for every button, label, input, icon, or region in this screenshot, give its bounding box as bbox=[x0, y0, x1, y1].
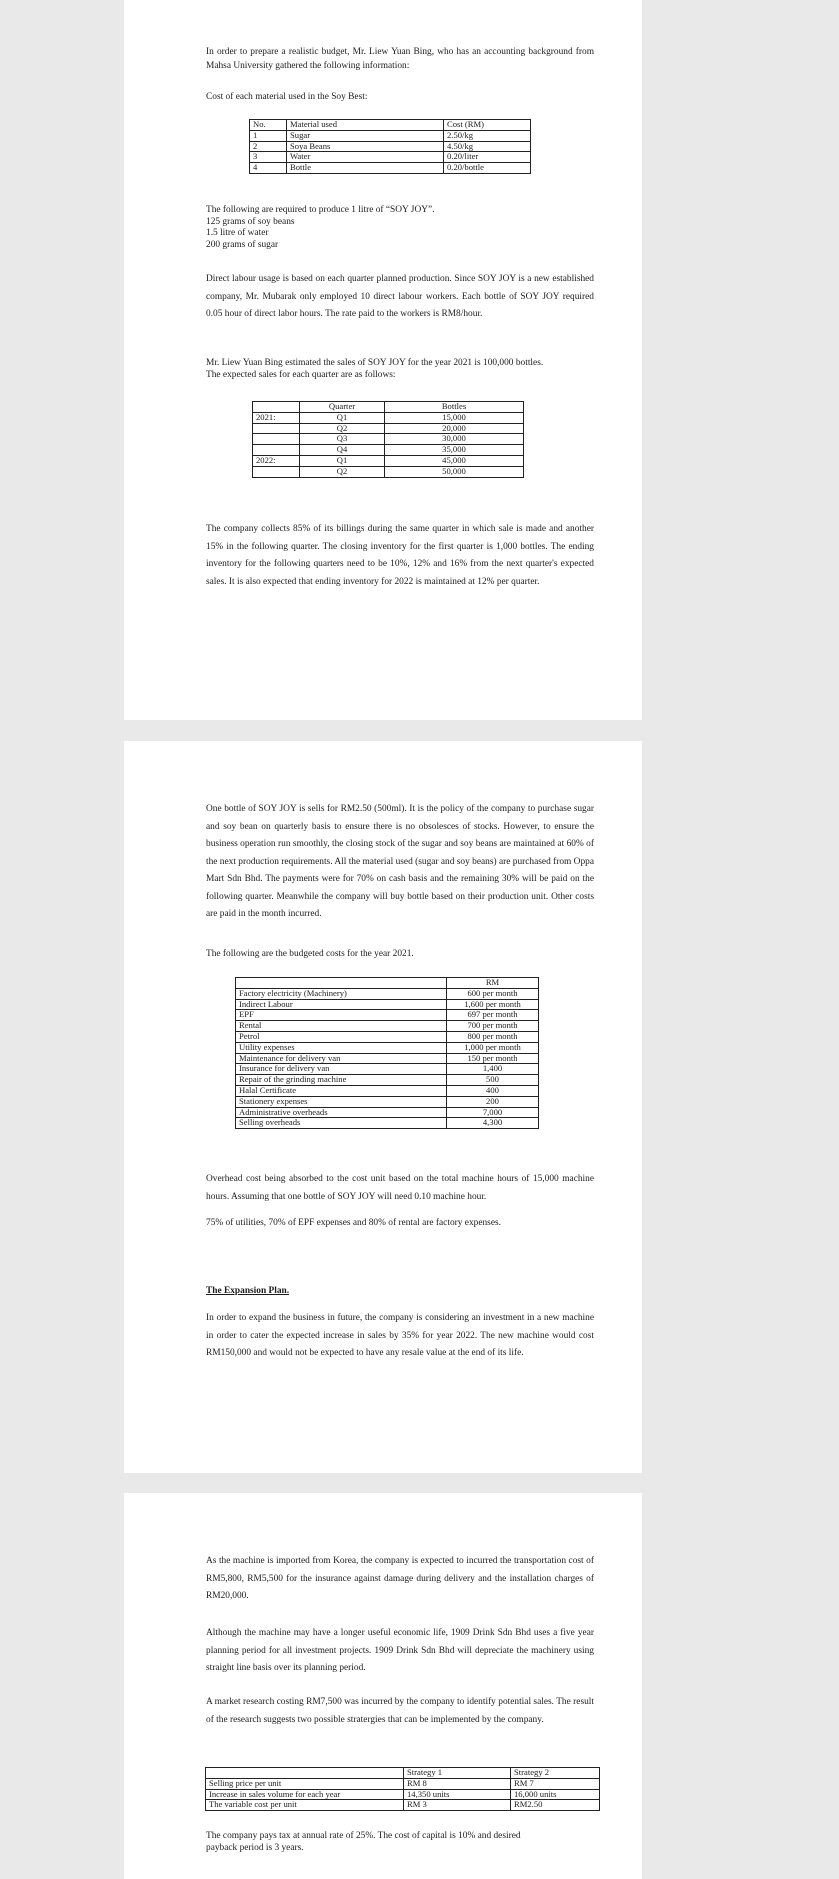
table-cell: 800 per month bbox=[447, 1031, 539, 1042]
table-row bbox=[236, 988, 539, 999]
table-cell: Q2 bbox=[300, 466, 385, 477]
table-cell: Q4 bbox=[300, 445, 385, 456]
table-cell: 1,000 per month bbox=[447, 1042, 539, 1053]
table-row bbox=[206, 1800, 600, 1811]
table-cell: Rental bbox=[236, 1021, 447, 1032]
column-header: Strategy 2 bbox=[511, 1768, 600, 1779]
table-cell: Water bbox=[287, 152, 444, 163]
table-cell: Insurance for delivery van bbox=[236, 1064, 447, 1075]
table-cell: Selling price per unit bbox=[206, 1778, 404, 1789]
collections-paragraph: The company collects 85% of its billings during the same quarter in which sale is made and another 15% in the following quarter. The closing inventory for the first quarter is 1,000 bottles. The ending inventory for the following quarters need to be 10%, 12% and 16% from the next quarter's expected sales. It is also expected that ending inventory for 2022 is maintained at 12% per quarter. bbox=[206, 524, 594, 587]
table-row bbox=[250, 130, 531, 141]
table-cell: 1,600 per month bbox=[447, 999, 539, 1010]
table-header-row bbox=[206, 1768, 600, 1779]
column-header: Strategy 1 bbox=[404, 1768, 511, 1779]
column-header bbox=[253, 402, 300, 413]
table-cell: 2 bbox=[250, 141, 287, 152]
table-row bbox=[250, 163, 531, 174]
table-cell: Petrol bbox=[236, 1031, 447, 1042]
table-cell: Q3 bbox=[300, 434, 385, 445]
table-cell: 16,000 units bbox=[511, 1789, 600, 1800]
market-research-paragraph: A market research costing RM7,500 was incurred by the company to identify potential sales. The result of the research suggests two possible stratergies that can be implemented by the company. bbox=[206, 1697, 594, 1725]
table-row bbox=[253, 445, 524, 456]
list-item: payback period is 3 years. bbox=[206, 1842, 304, 1853]
column-header: Material used bbox=[287, 120, 444, 131]
table-header-row bbox=[250, 120, 531, 131]
table-cell: 14,350 units bbox=[404, 1789, 511, 1800]
table-cell: Indirect Labour bbox=[236, 999, 447, 1010]
column-header: Bottles bbox=[385, 402, 524, 413]
table-cell: 697 per month bbox=[447, 1010, 539, 1021]
table-cell: Factory electricity (Machinery) bbox=[236, 988, 447, 999]
table-cell bbox=[253, 423, 300, 434]
table-cell: 4.50/kg bbox=[444, 141, 531, 152]
column-header: No. bbox=[250, 120, 287, 131]
column-header: Cost (RM) bbox=[444, 120, 531, 131]
table-cell: 0.20/bottle bbox=[444, 163, 531, 174]
table-row bbox=[236, 1085, 539, 1096]
list-item: 1.5 litre of water bbox=[206, 228, 269, 238]
table-cell: 2022: bbox=[253, 455, 300, 466]
column-header bbox=[206, 1768, 404, 1779]
list-item: Mr. Liew Yuan Bing estimated the sales of SOY JOY for the year 2021 is 100,000 bottles. bbox=[206, 358, 544, 368]
table-cell: 700 per month bbox=[447, 1021, 539, 1032]
table-cell: 45,000 bbox=[385, 455, 524, 466]
table-row bbox=[236, 1075, 539, 1086]
table-cell: 4,300 bbox=[447, 1118, 539, 1129]
table-cell bbox=[253, 445, 300, 456]
table-cell: 1,400 bbox=[447, 1064, 539, 1075]
budgeted-costs-table bbox=[235, 977, 539, 1129]
table-cell: 0.20/liter bbox=[444, 152, 531, 163]
table-cell: 500 bbox=[447, 1075, 539, 1086]
table-cell: RM 8 bbox=[404, 1778, 511, 1789]
table-row bbox=[236, 1118, 539, 1129]
column-header: RM bbox=[447, 978, 539, 989]
budget-heading: The following are the budgeted costs for the year 2021. bbox=[206, 949, 414, 959]
table-cell: 4 bbox=[250, 163, 287, 174]
list-item: The following are required to produce 1 litre of “SOY JOY”. bbox=[206, 205, 435, 215]
table-cell: Sugar bbox=[287, 130, 444, 141]
document-page-1 bbox=[124, 0, 642, 720]
list-item: 125 grams of soy beans bbox=[206, 216, 295, 227]
table-cell: Bottle bbox=[287, 163, 444, 174]
overhead-paragraph: Overhead cost being absorbed to the cost unit based on the total machine hours of 15,000 machine hours. Assuming that one bottle of SOY JOY will need 0.10 machine hour. bbox=[206, 1174, 594, 1202]
expansion-plan-heading: The Expansion Plan. bbox=[206, 1286, 290, 1296]
tax-and-payback-text bbox=[206, 1831, 521, 1854]
column-header: Quarter bbox=[300, 402, 385, 413]
strategy-comparison-table bbox=[205, 1767, 600, 1811]
table-cell: Q1 bbox=[300, 455, 385, 466]
labour-paragraph: Direct labour usage is based on each quarter planned production. Since SOY JOY is a new established company, Mr. Mubarak only employed 10 direct labour workers. Each bottle of SOY JOY required 0.05 hour of direct labor hours. The rate paid to the workers is RM8/hour. bbox=[206, 274, 594, 319]
table-cell: Utility expenses bbox=[236, 1042, 447, 1053]
table-row bbox=[236, 1096, 539, 1107]
table-cell: 200 bbox=[447, 1096, 539, 1107]
quarterly-sales-table bbox=[252, 401, 524, 478]
table-cell: 20,000 bbox=[385, 423, 524, 434]
table-row bbox=[253, 423, 524, 434]
table-cell: Stationery expenses bbox=[236, 1096, 447, 1107]
material-cost-table bbox=[249, 119, 531, 174]
table-cell: 3 bbox=[250, 152, 287, 163]
table-cell: Administrative overheads bbox=[236, 1107, 447, 1118]
table-cell: 35,000 bbox=[385, 445, 524, 456]
table-cell: EPF bbox=[236, 1010, 447, 1021]
table-cell: 2.50/kg bbox=[444, 130, 531, 141]
table-cell: 150 per month bbox=[447, 1053, 539, 1064]
cost-heading: Cost of each material used in the Soy Best: bbox=[206, 92, 368, 102]
table-cell bbox=[253, 434, 300, 445]
sales-estimate-text bbox=[206, 358, 543, 381]
table-header-row bbox=[236, 978, 539, 989]
table-cell bbox=[253, 466, 300, 477]
intro-paragraph: In order to prepare a realistic budget, Mr. Liew Yuan Bing, who has an accounting background from Mahsa University gathered the following information: bbox=[206, 47, 594, 71]
table-cell: 400 bbox=[447, 1085, 539, 1096]
table-row bbox=[236, 1031, 539, 1042]
document-page-3 bbox=[124, 1493, 642, 1879]
requirements-list bbox=[206, 205, 435, 251]
table-row bbox=[206, 1789, 600, 1800]
import-cost-paragraph: As the machine is imported from Korea, the company is expected to incurred the transportation cost of RM5,800, RM5,500 for the insurance against damage during delivery and the installation charges of RM20,000. bbox=[206, 1556, 594, 1601]
table-cell: RM2.50 bbox=[511, 1800, 600, 1811]
table-cell: 2021: bbox=[253, 412, 300, 423]
list-item: The expected sales for each quarter are as follows: bbox=[206, 369, 396, 380]
table-row bbox=[236, 1010, 539, 1021]
table-row bbox=[236, 1021, 539, 1032]
table-cell: Q1 bbox=[300, 412, 385, 423]
table-cell: The variable cost per unit bbox=[206, 1800, 404, 1811]
document-page-2 bbox=[124, 741, 642, 1473]
table-row bbox=[250, 152, 531, 163]
table-cell: Selling overheads bbox=[236, 1118, 447, 1129]
table-row bbox=[253, 455, 524, 466]
table-cell: 600 per month bbox=[447, 988, 539, 999]
table-row bbox=[236, 1042, 539, 1053]
factory-expense-note: 75% of utilities, 70% of EPF expenses and 80% of rental are factory expenses. bbox=[206, 1218, 501, 1228]
table-row bbox=[236, 1053, 539, 1064]
policy-paragraph: One bottle of SOY JOY is sells for RM2.50 (500ml). It is the policy of the company to purchase sugar and soy bean on quarterly basis to ensure there is no obsolesces of stocks. However, to ensure the business operation run smoothly, the closing stock of the sugar and soy beans are maintained at 60% of the next production requirements. All the material used (sugar and soy beans) are purchased from Oppa Mart Sdn Bhd. The payments were for 70% on cash basis and the remaining 30% will be paid on the following quarter. Meanwhile the company will buy bottle based on their production unit. Other costs are paid in the month incurred. bbox=[206, 804, 594, 919]
table-cell: Increase in sales volume for each year bbox=[206, 1789, 404, 1800]
table-header-row bbox=[253, 402, 524, 413]
table-row bbox=[253, 434, 524, 445]
table-row bbox=[253, 412, 524, 423]
table-cell: Repair of the grinding machine bbox=[236, 1075, 447, 1086]
depreciation-paragraph: Although the machine may have a longer useful economic life, 1909 Drink Sdn Bhd uses a five year planning period for all investment projects. 1909 Drink Sdn Bhd will depreciate the machinery using straight line basis over its planning period. bbox=[206, 1628, 594, 1673]
table-cell: Halal Certificate bbox=[236, 1085, 447, 1096]
table-cell: 7,000 bbox=[447, 1107, 539, 1118]
table-cell: Soya Beans bbox=[287, 141, 444, 152]
table-cell: 50,000 bbox=[385, 466, 524, 477]
table-cell: Q2 bbox=[300, 423, 385, 434]
table-row bbox=[236, 1107, 539, 1118]
table-cell: 1 bbox=[250, 130, 287, 141]
table-row bbox=[250, 141, 531, 152]
table-cell: RM 3 bbox=[404, 1800, 511, 1811]
list-item: The company pays tax at annual rate of 25%. The cost of capital is 10% and desired bbox=[206, 1831, 521, 1841]
table-cell: RM 7 bbox=[511, 1778, 600, 1789]
table-row bbox=[236, 1064, 539, 1075]
column-header bbox=[236, 978, 447, 989]
table-cell: 15,000 bbox=[385, 412, 524, 423]
table-row bbox=[253, 466, 524, 477]
list-item: 200 grams of sugar bbox=[206, 239, 279, 250]
table-row bbox=[236, 999, 539, 1010]
table-cell: 30,000 bbox=[385, 434, 524, 445]
table-row bbox=[206, 1778, 600, 1789]
expansion-paragraph: In order to expand the business in future, the company is considering an investment in a new machine in order to cater the expected increase in sales by 35% for year 2022. The new machine would cost RM150,000 and would not be expected to have any resale value at the end of its life. bbox=[206, 1313, 594, 1358]
table-cell: Maintenance for delivery van bbox=[236, 1053, 447, 1064]
